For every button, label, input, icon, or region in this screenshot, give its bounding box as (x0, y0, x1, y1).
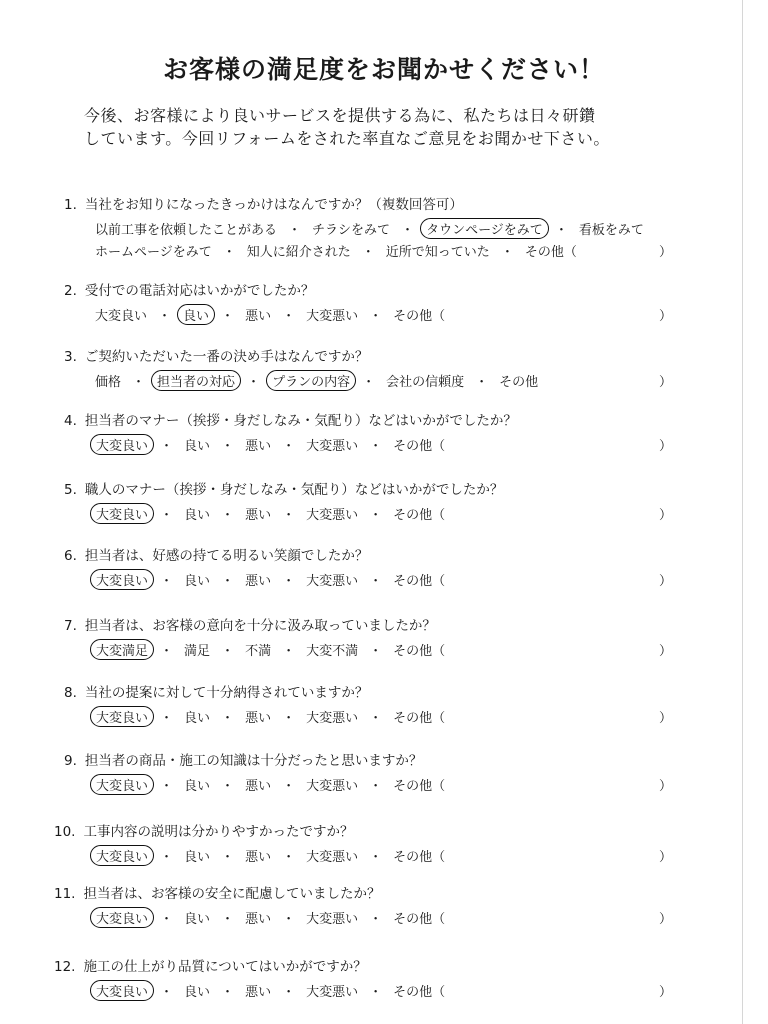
question-label: 担当者は、お客様の意向を十分に汲み取っていましたか？ (84, 618, 436, 634)
option[interactable]: 悪い (245, 439, 272, 454)
intro-line-2: しています。今回リフォームをされた率直なご意見をお聞かせ下さい。 (84, 129, 610, 148)
close-paren: ） (659, 439, 673, 454)
question-5-options (93, 504, 447, 523)
option-separator: ・ (160, 508, 174, 523)
option-separator: ・ (369, 439, 383, 454)
option-separator: ・ (247, 375, 261, 390)
question-1-options (93, 219, 646, 238)
option[interactable]: 大変悪い (306, 508, 359, 523)
option-separator: ・ (221, 574, 235, 589)
option[interactable]: 以前工事を依頼したことがある (95, 223, 278, 238)
question-label: 当社をお知りになったきっかけはなんですか？（複数回答可） (84, 197, 463, 213)
option-separator: ・ (221, 850, 235, 865)
option-separator: ・ (282, 309, 296, 324)
question-number: 6. (64, 548, 77, 564)
option[interactable]: 大変悪い (306, 779, 359, 794)
option-separator: ・ (554, 223, 568, 238)
option[interactable]: 悪い (245, 508, 272, 523)
close-paren: ） (659, 850, 673, 865)
close-paren: ） (659, 644, 673, 659)
question-label: ご契約いただいた一番の決め手はなんですか？ (84, 349, 369, 365)
question-4-text (64, 409, 517, 429)
question-4-options (93, 435, 447, 454)
close-paren: ） (659, 245, 673, 260)
question-number: 8. (64, 685, 77, 701)
close-paren: ） (659, 779, 673, 794)
close-paren: ） (659, 508, 673, 523)
question-number: 2. (64, 283, 77, 299)
option-circled[interactable]: 大変良い (90, 907, 154, 928)
option-separator: ・ (221, 439, 235, 454)
option-separator: ・ (282, 508, 296, 523)
option[interactable]: 大変悪い (306, 574, 359, 589)
option-separator: ・ (160, 644, 174, 659)
question-label: 担当者は、お客様の安全に配慮していましたか？ (83, 886, 381, 902)
option[interactable]: 大変悪い (306, 711, 359, 726)
option[interactable]: 知人に紹介された (246, 245, 351, 260)
option-separator: ・ (160, 779, 174, 794)
option[interactable]: その他（ (524, 245, 577, 260)
option[interactable]: 大変悪い (306, 439, 359, 454)
option-circled[interactable]: タウンページをみて (420, 218, 549, 239)
question-number: 3. (64, 349, 77, 365)
question-1-text (64, 193, 463, 213)
question-5-text (64, 478, 503, 498)
question-3-text (64, 345, 368, 365)
option-separator: ・ (221, 711, 235, 726)
question-11-options (93, 908, 447, 927)
option-separator: ・ (369, 779, 383, 794)
question-6-options (93, 570, 447, 589)
option[interactable]: 会社の信頼度 (386, 375, 465, 390)
option[interactable]: 良い (184, 439, 211, 454)
option-separator: ・ (369, 508, 383, 523)
question-label: 担当者の商品・施工の知識は十分だったと思いますか？ (84, 753, 423, 769)
option-separator: ・ (369, 711, 383, 726)
option-separator: ・ (361, 245, 375, 260)
option[interactable]: 不満 (245, 644, 272, 659)
question-number: 11. (54, 886, 76, 902)
option[interactable]: その他 (499, 375, 539, 390)
option[interactable]: 良い (184, 574, 211, 589)
question-label: 職人のマナー（挨拶・身だしなみ・気配り）などはいかがでしたか？ (84, 482, 504, 498)
option-circled[interactable]: 大変良い (90, 706, 154, 727)
question-label: 受付での電話対応はいかがでしたか？ (84, 283, 315, 299)
question-1-options (93, 241, 579, 260)
option-separator: ・ (160, 711, 174, 726)
question-label: 担当者は、好感の持てる明るい笑顔でしたか？ (84, 548, 369, 564)
question-number: 1. (64, 197, 77, 213)
option[interactable]: 良い (184, 779, 211, 794)
close-paren: ） (659, 309, 673, 324)
option-separator: ・ (282, 912, 296, 927)
option[interactable]: 悪い (245, 711, 272, 726)
option-separator: ・ (282, 850, 296, 865)
option-separator: ・ (221, 309, 235, 324)
option[interactable]: その他（ (393, 912, 446, 927)
option[interactable]: 良い (184, 711, 211, 726)
option-separator: ・ (160, 912, 174, 927)
question-number: 12. (54, 959, 76, 975)
option[interactable]: 悪い (245, 850, 272, 865)
question-7-text (64, 614, 436, 634)
option[interactable]: 良い (184, 508, 211, 523)
question-2-text (64, 279, 314, 299)
question-7-options (93, 640, 447, 659)
option-circled[interactable]: 大変良い (90, 569, 154, 590)
option[interactable]: 悪い (245, 574, 272, 589)
option[interactable]: その他（ (393, 711, 446, 726)
option-separator: ・ (160, 850, 174, 865)
question-3-options (93, 371, 540, 390)
option-separator: ・ (282, 439, 296, 454)
question-label: 当社の提案に対して十分納得されていますか？ (84, 685, 369, 701)
question-10-options (93, 846, 447, 865)
option-separator: ・ (288, 223, 302, 238)
option[interactable]: ホームページをみて (95, 245, 212, 260)
close-paren: ） (659, 912, 673, 927)
question-number: 10. (54, 824, 76, 840)
option-separator: ・ (282, 779, 296, 794)
option-separator: ・ (362, 375, 376, 390)
option-separator: ・ (369, 574, 383, 589)
option-separator: ・ (221, 985, 235, 1000)
question-11-text (54, 882, 380, 902)
option[interactable]: その他（ (393, 439, 446, 454)
option-separator: ・ (221, 912, 235, 927)
option[interactable]: 近所で知っていた (385, 245, 490, 260)
option[interactable]: チラシをみて (312, 223, 391, 238)
option[interactable]: 悪い (245, 912, 272, 927)
close-paren: ） (659, 574, 673, 589)
option-separator: ・ (369, 912, 383, 927)
option-separator: ・ (282, 985, 296, 1000)
option[interactable]: 価格 (95, 375, 122, 390)
question-number: 9. (64, 753, 77, 769)
question-number: 4. (64, 413, 77, 429)
option-separator: ・ (160, 574, 174, 589)
option-separator: ・ (160, 985, 174, 1000)
intro-line-1: 今後、お客様により良いサービスを提供する為に、私たちは日々研鑽 (84, 106, 596, 125)
option-separator: ・ (222, 245, 236, 260)
option-separator: ・ (369, 985, 383, 1000)
option-separator: ・ (369, 644, 383, 659)
option[interactable]: 良い (184, 912, 211, 927)
option-separator: ・ (221, 508, 235, 523)
option[interactable]: 悪い (245, 779, 272, 794)
option[interactable]: 悪い (245, 985, 272, 1000)
question-9-text (64, 749, 422, 769)
option-circled[interactable]: 大変満足 (90, 639, 154, 660)
option[interactable]: 大変悪い (306, 309, 359, 324)
question-label: 担当者のマナー（挨拶・身だしなみ・気配り）などはいかがでしたか？ (84, 413, 517, 429)
option-separator: ・ (369, 309, 383, 324)
option[interactable]: 大変悪い (306, 985, 359, 1000)
option-circled[interactable]: プランの内容 (266, 370, 356, 391)
question-number: 7. (64, 618, 77, 634)
option-separator: ・ (369, 850, 383, 865)
option-separator: ・ (221, 779, 235, 794)
option-separator: ・ (158, 309, 172, 324)
question-label: 工事内容の説明は分かりやすかったですか？ (83, 824, 354, 840)
option[interactable]: 満足 (184, 644, 211, 659)
option-separator: ・ (500, 245, 514, 260)
option-separator: ・ (282, 574, 296, 589)
option[interactable]: その他（ (393, 574, 446, 589)
option[interactable]: その他（ (393, 985, 446, 1000)
option[interactable]: 看板をみて (578, 223, 644, 238)
option[interactable]: 大変良い (95, 309, 148, 324)
option[interactable]: 良い (184, 985, 211, 1000)
option[interactable]: その他（ (393, 644, 446, 659)
close-paren: ） (659, 375, 673, 390)
option-circled[interactable]: 良い (177, 304, 215, 325)
question-10-text (54, 820, 353, 840)
option-separator: ・ (160, 439, 174, 454)
close-paren: ） (659, 985, 673, 1000)
question-number: 5. (64, 482, 77, 498)
option[interactable]: 大変悪い (306, 912, 359, 927)
question-label: 施工の仕上がり品質についてはいかがですか？ (83, 959, 367, 975)
option-separator: ・ (475, 375, 489, 390)
option-separator: ・ (401, 223, 415, 238)
question-8-text (64, 681, 368, 701)
option[interactable]: その他（ (393, 779, 446, 794)
option[interactable]: 良い (184, 850, 211, 865)
question-9-options (93, 775, 447, 794)
question-12-text (54, 955, 367, 975)
option[interactable]: その他（ (393, 508, 446, 523)
option-circled[interactable]: 大変良い (90, 503, 154, 524)
close-paren: ） (659, 711, 673, 726)
question-12-options (93, 981, 447, 1000)
option-circled[interactable]: 大変良い (90, 774, 154, 795)
question-6-text (64, 544, 368, 564)
option-circled[interactable]: 大変良い (90, 980, 154, 1001)
scan-edge-line (742, 0, 743, 1024)
option[interactable]: その他（ (393, 309, 446, 324)
page-title: お客様の満足度をお聞かせください！ (162, 55, 605, 84)
question-2-options (93, 305, 447, 324)
option[interactable]: その他（ (393, 850, 446, 865)
option-separator: ・ (282, 711, 296, 726)
option[interactable]: 大変不満 (306, 644, 359, 659)
option-separator: ・ (221, 644, 235, 659)
option-separator: ・ (282, 644, 296, 659)
option[interactable]: 悪い (245, 309, 272, 324)
option[interactable]: 大変悪い (306, 850, 359, 865)
option-separator: ・ (132, 375, 146, 390)
option-circled[interactable]: 大変良い (90, 845, 154, 866)
option-circled[interactable]: 大変良い (90, 434, 154, 455)
question-8-options (93, 707, 447, 726)
option-circled[interactable]: 担当者の対応 (151, 370, 241, 391)
